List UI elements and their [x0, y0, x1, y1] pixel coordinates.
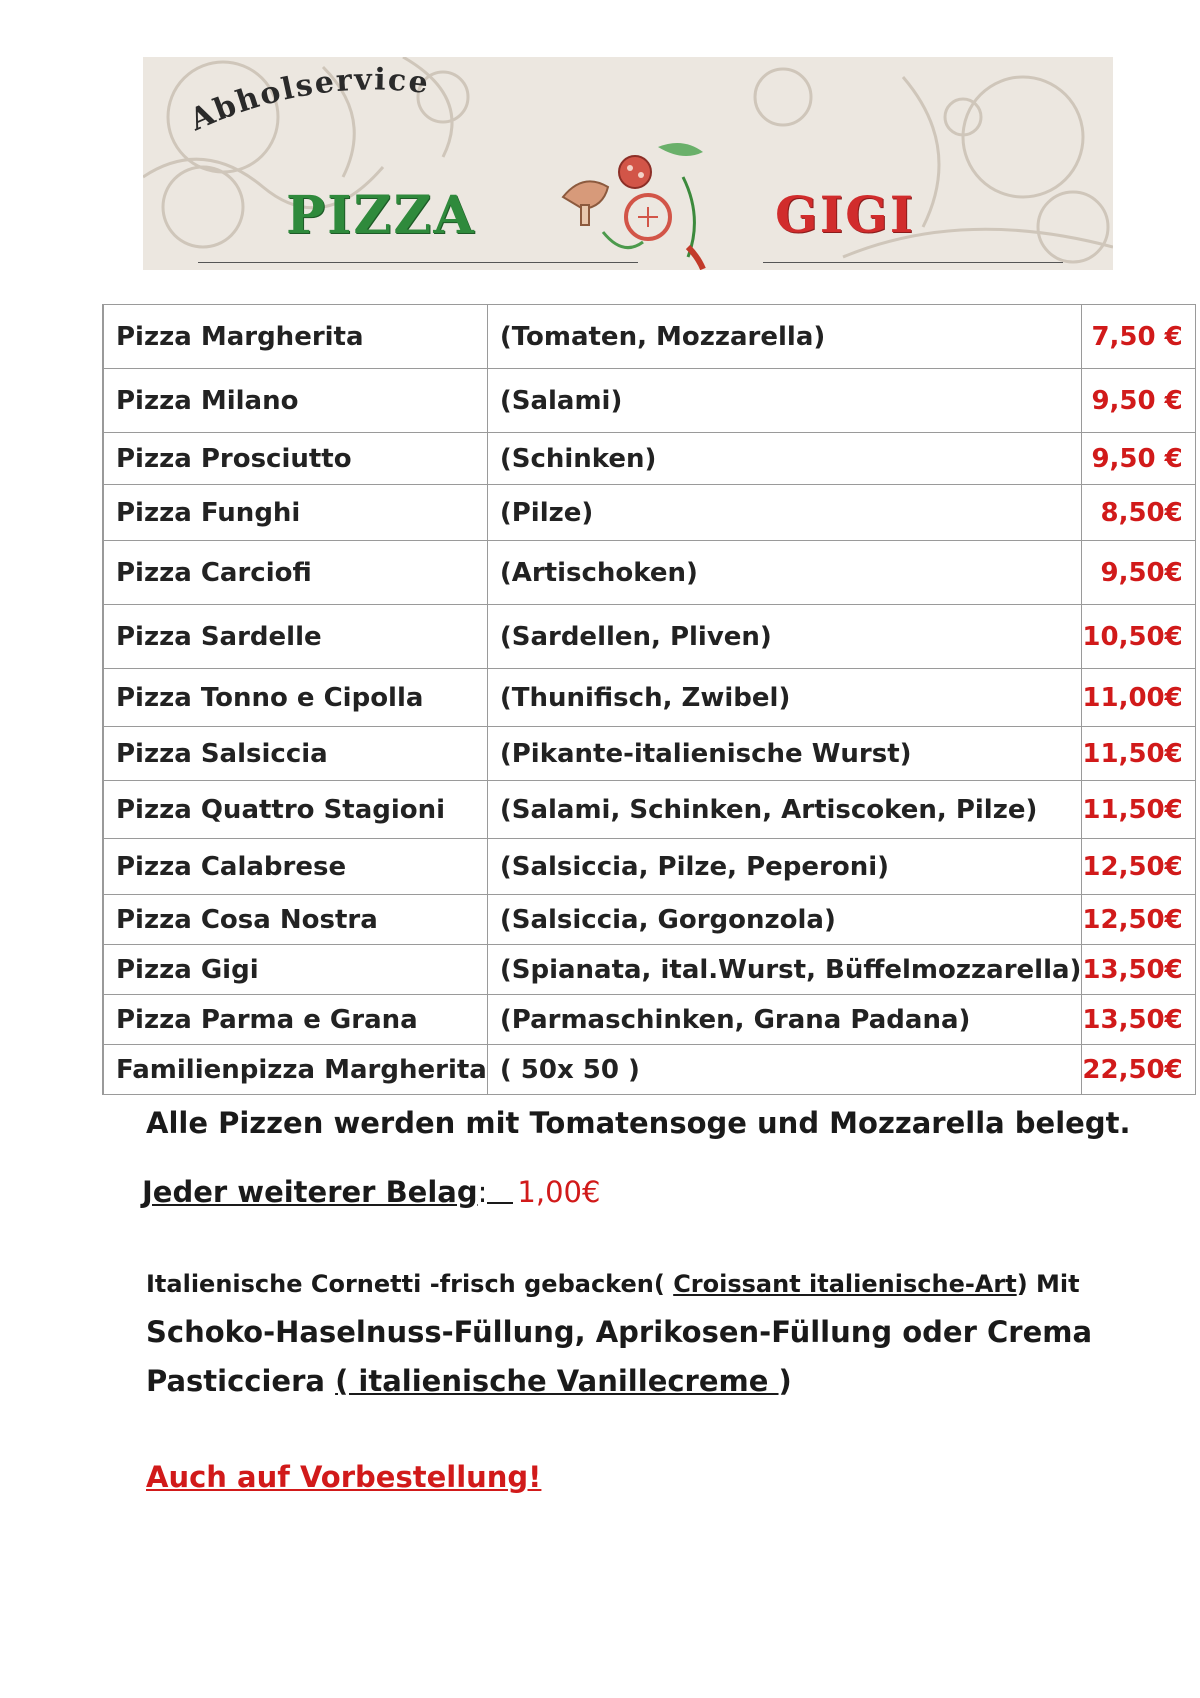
- extra-topping-line: [142, 1175, 600, 1209]
- cornetti-line: [146, 1270, 1080, 1298]
- pizza-toppings: (Thunifisch, Zwibel): [487, 669, 1082, 727]
- pasticciera-close: ): [778, 1364, 792, 1398]
- pizza-toppings: (Parmaschinken, Grana Padana): [487, 995, 1082, 1045]
- menu-row: [103, 895, 1196, 945]
- pizza-toppings: (Pikante-italienische Wurst): [487, 727, 1082, 781]
- pizza-price: 7,50 €: [1082, 305, 1195, 369]
- pizza-toppings: (Salami): [487, 369, 1082, 433]
- vanilla-cream: ( italienische Vanillecreme: [335, 1364, 779, 1398]
- menu-row: [103, 541, 1196, 605]
- brand-name-left: PIZZA: [286, 185, 476, 246]
- pizza-name: Pizza Milano: [104, 369, 488, 433]
- pizza-toppings: (Artischoken): [487, 541, 1082, 605]
- menu-row: [103, 1045, 1196, 1095]
- banner-divider-left: [198, 262, 638, 263]
- pizza-price: 13,50€: [1082, 995, 1195, 1045]
- menu-row: [103, 995, 1196, 1045]
- pizza-price: 11,50€: [1082, 781, 1195, 839]
- svg-text:Abholservice: Abholservice: [184, 62, 432, 139]
- pizza-name: Pizza Cosa Nostra: [104, 895, 488, 945]
- menu-row: [103, 839, 1196, 895]
- pizza-price: 9,50€: [1082, 541, 1195, 605]
- menu-row: [103, 433, 1196, 485]
- pizza-toppings: (Spianata, ital.Wurst, Büffelmozzarella): [487, 945, 1082, 995]
- pizza-name: Pizza Parma e Grana: [104, 995, 488, 1045]
- extra-topping-colon: :: [477, 1175, 488, 1209]
- base-topping-note: Alle Pizzen werden mit Tomatensoge und Mozzarella belegt.: [146, 1106, 1131, 1140]
- preorder-note: Auch auf Vorbestellung!: [146, 1460, 542, 1494]
- pizza-price: 22,50€: [1082, 1045, 1195, 1095]
- pizza-price: 12,50€: [1082, 839, 1195, 895]
- menu-row: [103, 605, 1196, 669]
- pizza-name: Pizza Gigi: [104, 945, 488, 995]
- menu-row: [103, 305, 1196, 369]
- cornetti-text: Italienische Cornetti -frisch gebacken(: [146, 1270, 674, 1298]
- menu-row: [103, 945, 1196, 995]
- pizza-name: Pizza Prosciutto: [104, 433, 488, 485]
- pizza-name: Pizza Salsiccia: [104, 727, 488, 781]
- menu-row: [103, 727, 1196, 781]
- menu-row: [103, 369, 1196, 433]
- pizza-name: Pizza Carciofi: [104, 541, 488, 605]
- pizza-toppings: (Salsiccia, Gorgonzola): [487, 895, 1082, 945]
- vegetable-illustration-icon: [563, 143, 703, 269]
- underline-gap: [487, 1202, 513, 1204]
- pizza-price: 11,00€: [1082, 669, 1195, 727]
- extra-topping-price: 1,00€: [517, 1175, 601, 1209]
- pizza-price: 10,50€: [1082, 605, 1195, 669]
- pizza-toppings: (Sardellen, Pliven): [487, 605, 1082, 669]
- banner-divider-right: [763, 262, 1063, 263]
- pizza-price: 11,50€: [1082, 727, 1195, 781]
- pizza-name: Pizza Sardelle: [104, 605, 488, 669]
- pizza-price: 9,50 €: [1082, 433, 1195, 485]
- pizza-toppings: (Salsiccia, Pilze, Peperoni): [487, 839, 1082, 895]
- subtitle-arc: [143, 57, 603, 147]
- menu-row: [103, 669, 1196, 727]
- pizza-name: Pizza Quattro Stagioni: [104, 781, 488, 839]
- pizza-toppings: ( 50x 50 ): [487, 1045, 1082, 1095]
- pizza-menu-table: [102, 304, 1196, 1095]
- extra-topping-label: Jeder weiterer Belag: [142, 1175, 478, 1209]
- pizza-price: 13,50€: [1082, 945, 1195, 995]
- pizza-toppings: (Tomaten, Mozzarella): [487, 305, 1082, 369]
- menu-row: [103, 781, 1196, 839]
- pizza-toppings: (Pilze): [487, 485, 1082, 541]
- cornetti-text-end: ) Mit: [1016, 1270, 1080, 1298]
- header-banner: [143, 57, 1113, 270]
- pizza-price: 8,50€: [1082, 485, 1195, 541]
- pizza-name: Pizza Margherita: [104, 305, 488, 369]
- menu-row: [103, 485, 1196, 541]
- pizza-name: Pizza Funghi: [104, 485, 488, 541]
- pizza-toppings: (Salami, Schinken, Artiscoken, Pilze): [487, 781, 1082, 839]
- pizza-name: Familienpizza Margherita: [104, 1045, 488, 1095]
- brand-name-right: GIGI: [775, 185, 916, 244]
- pizza-name: Pizza Calabrese: [104, 839, 488, 895]
- pizza-toppings: (Schinken): [487, 433, 1082, 485]
- pizza-price: 9,50 €: [1082, 369, 1195, 433]
- pizza-price: 12,50€: [1082, 895, 1195, 945]
- pasticciera-text: Pasticciera: [146, 1364, 336, 1398]
- croissant-style: Croissant italienische-Art: [673, 1270, 1017, 1298]
- pasticciera-line: [146, 1364, 792, 1398]
- fillings-line: Schoko-Haselnuss-Füllung, Aprikosen-Füllung oder Crema: [146, 1315, 1093, 1349]
- pizza-name: Pizza Tonno e Cipolla: [104, 669, 488, 727]
